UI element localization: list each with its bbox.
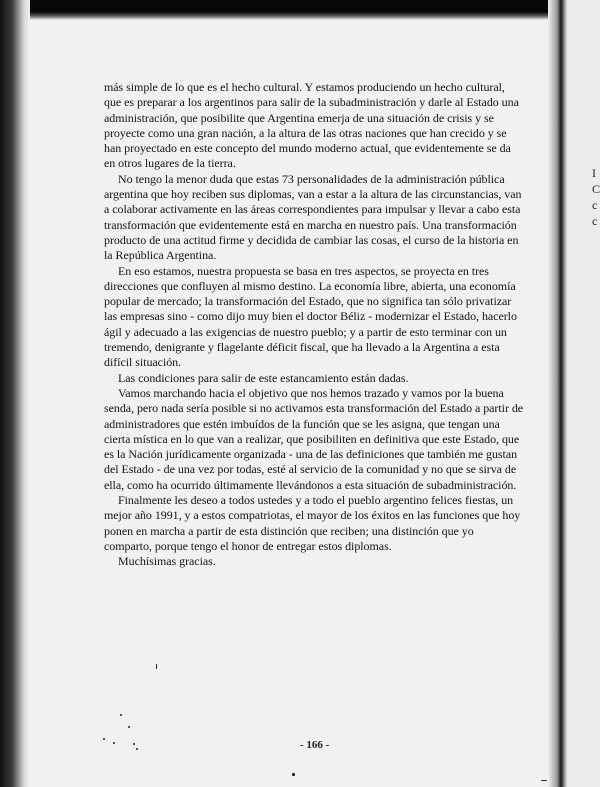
scan-speck — [103, 738, 105, 740]
page-number: - 166 - — [300, 739, 330, 751]
scan-speck — [156, 664, 157, 669]
scan-speck — [128, 726, 130, 728]
book-spine-shadow — [548, 0, 568, 787]
scan-shadow-top — [0, 0, 600, 20]
paragraph: Las condiciones para salir de este estancamiento están dadas. — [118, 370, 409, 385]
paragraph: Finalmente les deseo a todos ustedes y a todo el pueblo argentino felices fiestas, un mejor año 1991, y a estos compatriotas, el mayor de los éxitos en las funciones que hoy ponen en marcha a partir de esta distinción que reciben; una distinción que yo comparto, porque tengo el honor de entregar estos diplomas. — [104, 493, 521, 553]
facing-page-edge-letter: c — [592, 214, 598, 228]
paragraph: En eso estamos, nuestra propuesta se basa en tres aspectos, se proyecta en tres direcciones que confluyen al mismo destino. La economía libre, abierta, una economía popular de mercado; la transformación del Estado, que no significa tan sólo privatizar las empresas sino - como dijo muy bien el doctor Béliz - modernizar el Estado, hacerlo ágil y adecuado a las exigencias de nuestro pueblo; y a partir de esto terminar con un tremendo, denigrante y flagelante déficit fiscal, que ha llevado a la Argentina a esta difícil situación. — [104, 263, 517, 370]
facing-page-edge-letter: C — [592, 182, 600, 196]
scan-speck — [133, 743, 135, 745]
scan-speck — [113, 742, 115, 744]
facing-page — [568, 0, 600, 787]
facing-page-edge-letter: c — [592, 198, 598, 212]
scan-speck — [541, 780, 547, 781]
scan-speck — [120, 714, 122, 716]
facing-page-edge-letter: I — [592, 166, 596, 180]
paragraph: Muchísimas gracias. — [118, 554, 216, 569]
scan-speck — [292, 773, 295, 776]
body-text — [104, 80, 524, 570]
scan-shadow-left — [0, 0, 30, 787]
paragraph: más simple de lo que es el hecho cultural. Y estamos produciendo un hecho cultural, que es preparar a los argentinos para salir de la subadministración y darle al Estado una administración, que posibilite que Argentina emerja de una situación de crisis y se proyecte como una gran nación, a la altura de las otras naciones que han crecido y se han proyectado en este concepto del mundo moderno actual, que evidentemente se da en otros lugares de la tierra. — [104, 80, 519, 171]
scan-speck — [136, 748, 138, 750]
paragraph: Vamos marchando hacia el objetivo que nos hemos trazado y vamos por la buena senda, pero nada sería posible si no activamos esta transformación del Estado a partir de administradores que estén imbuídos de la función que se les asigna, que tengan una cierta mística en lo que van a realizar, que posibiliten en definitiva que este Estado, que es la Nación jurídicamente organizada - una de las definiciones que también me gustan del Estado - de una vez por todas, esté al servicio de la comunidad y no que se sirva de ella, como ha ocurrido últimamente llevándonos a esta situación de subadministración. — [104, 385, 524, 492]
paragraph: No tengo la menor duda que estas 73 personalidades de la administración pública argentina que hoy reciben sus diplomas, van a estar a la altura de las circunstancias, van a colaborar activamente en las áreas correspondientes para impulsar y llevar a cabo esta transformación que evidentemente está en marcha en nuestro país. Una transformación producto de una actitud firme y decidida de cambiar las cosas, el curso de la historia en la República Argentina. — [104, 171, 522, 263]
